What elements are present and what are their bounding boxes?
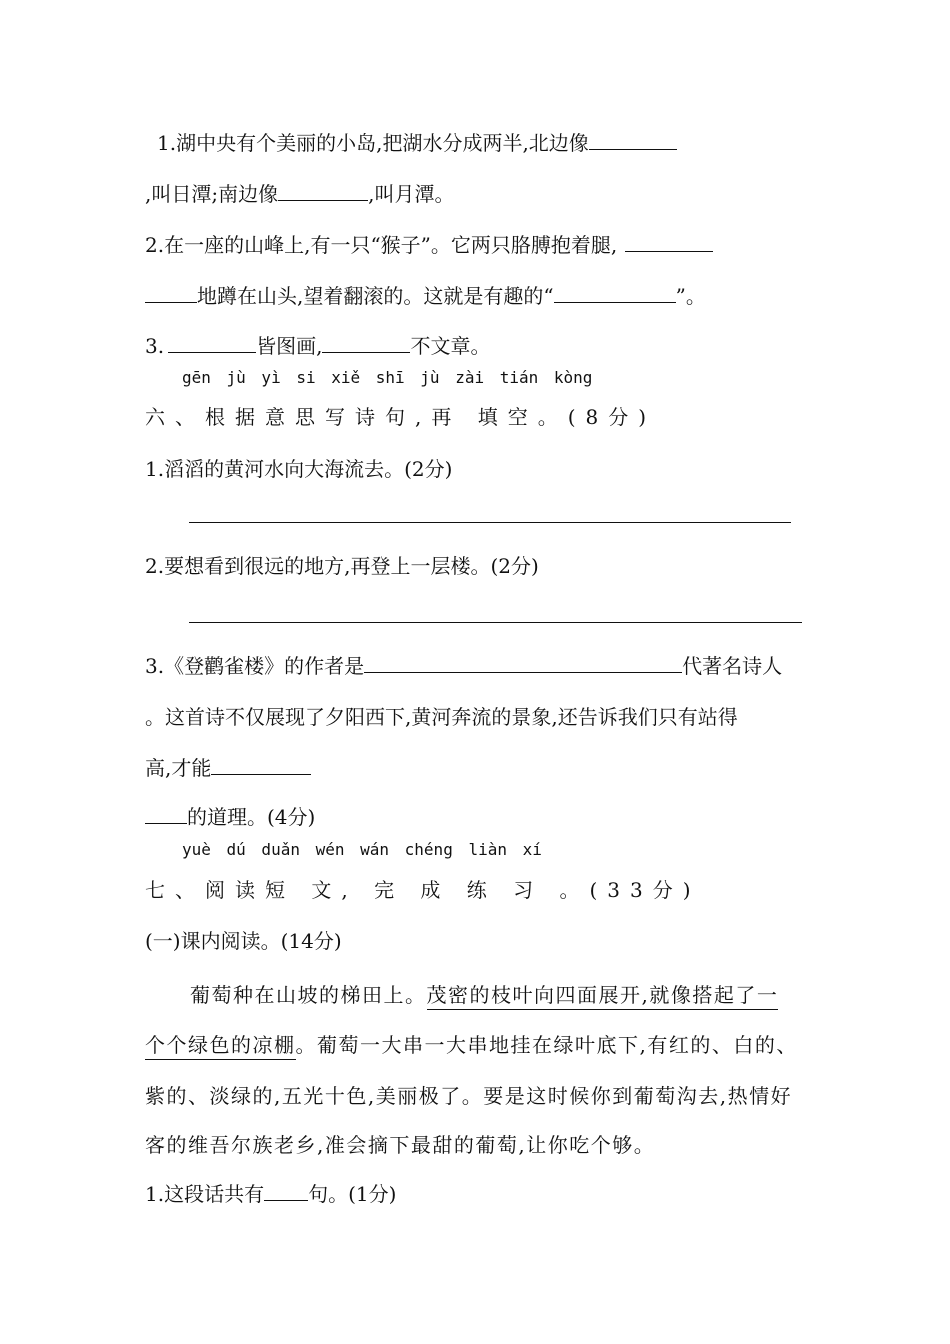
q5-line-5 [145,330,490,360]
section-6-title [145,403,656,431]
section-7-pinyin: yuè dú duǎn wén wán chéng liàn xí [182,840,542,859]
q5-text-2a: ,叫日潭;南边像 [145,182,279,206]
s6-question-3-line-1 [145,650,782,680]
answer-blank[interactable] [589,127,677,150]
answer-blank[interactable] [168,330,256,353]
q5-text-3: 2.在一座的山峰上,有一只“猴子”。它两只胳膊抱着腿, [145,233,618,257]
answer-blank[interactable] [145,801,187,824]
s6-answer-line-2[interactable] [189,622,802,623]
passage-line-4: 客的维吾尔族老乡,准会摘下最甜的葡萄,让你吃个够。 [145,1133,656,1157]
s6-question-3-line-4 [145,801,315,831]
answer-blank[interactable] [211,752,311,775]
s6-q3-text-a: 3.《登鹳雀楼》的作者是 [145,654,365,678]
s6-q3-text-d: 高,才能 [145,756,212,780]
answer-blank[interactable] [364,650,682,673]
q5-text-2b: ,叫月潭。 [368,182,455,206]
q5-line-3 [145,229,713,259]
s7-q1-text-b: 句。(1分) [308,1182,397,1206]
q5-line-2 [145,178,454,208]
s6-q3-text-c: 。这首诗不仅展现了夕阳西下,黄河奔流的景象,还告诉我们只有站得 [145,705,738,729]
answer-blank[interactable] [554,280,676,303]
underlined-sentence-part-1: 茂密的枝叶向四面展开,就像搭起了一 [427,983,779,1010]
section-6-pinyin: gēn jù yì si xiě shī jù zài tián kòng [182,368,593,387]
q5-text-5a: 3. [145,334,165,358]
q5-text-4b: ”。 [675,284,706,308]
s6-answer-line-1[interactable] [189,522,791,523]
s6-question-3-line-3 [145,752,311,782]
passage-line-2 [145,1031,798,1059]
q5-text-5c: 不文章。 [410,334,491,358]
answer-blank[interactable] [145,280,197,303]
s6-q3-text-e: 的道理。(4分) [187,805,316,829]
passage-text-1a: 葡萄种在山坡的梯田上。 [190,983,427,1007]
passage-line-3: 紫的、淡绿的,五光十色,美丽极了。要是这时候你到葡萄沟去,热情好 [145,1084,793,1108]
answer-blank[interactable] [322,330,410,353]
q5-text-1: 1.湖中央有个美丽的小岛,把湖水分成两半,北边像 [157,131,589,155]
q5-text-4a: 地蹲在山头,望着翻滚的。这就是有趣的“ [197,284,554,308]
s6-question-1: 1.滔滔的黄河水向大海流去。(2分) [145,457,453,481]
s7-q1-text-a: 1.这段话共有 [145,1182,265,1206]
passage-line-1 [190,981,778,1009]
s6-q3-text-b: 代著名诗人 [682,654,783,678]
answer-blank[interactable] [625,229,713,252]
section-6-title-text: 六、根据意思写诗句,再 填空。(8分) [145,405,657,429]
passage-text-2b: 。葡萄一大串一大串地挂在绿叶底下,有红的、白的、 [295,1033,798,1057]
q5-text-5b: 皆图画, [256,334,323,358]
answer-blank[interactable] [264,1178,308,1201]
s7-subsection-title: (一)课内阅读。(14分) [145,929,342,953]
s6-question-3-line-2 [145,703,738,731]
underlined-sentence-part-2: 个个绿色的凉棚 [145,1033,296,1060]
answer-blank[interactable] [278,178,368,201]
section-7-title [145,876,701,904]
q5-line-4 [145,280,706,310]
s7-question-1 [145,1178,396,1208]
q5-line-1 [157,127,677,157]
section-7-title-text: 七、阅读短 文, 完 成 练 习 。(33分) [145,878,701,902]
s6-question-2: 2.要想看到很远的地方,再登上一层楼。(2分) [145,554,539,578]
